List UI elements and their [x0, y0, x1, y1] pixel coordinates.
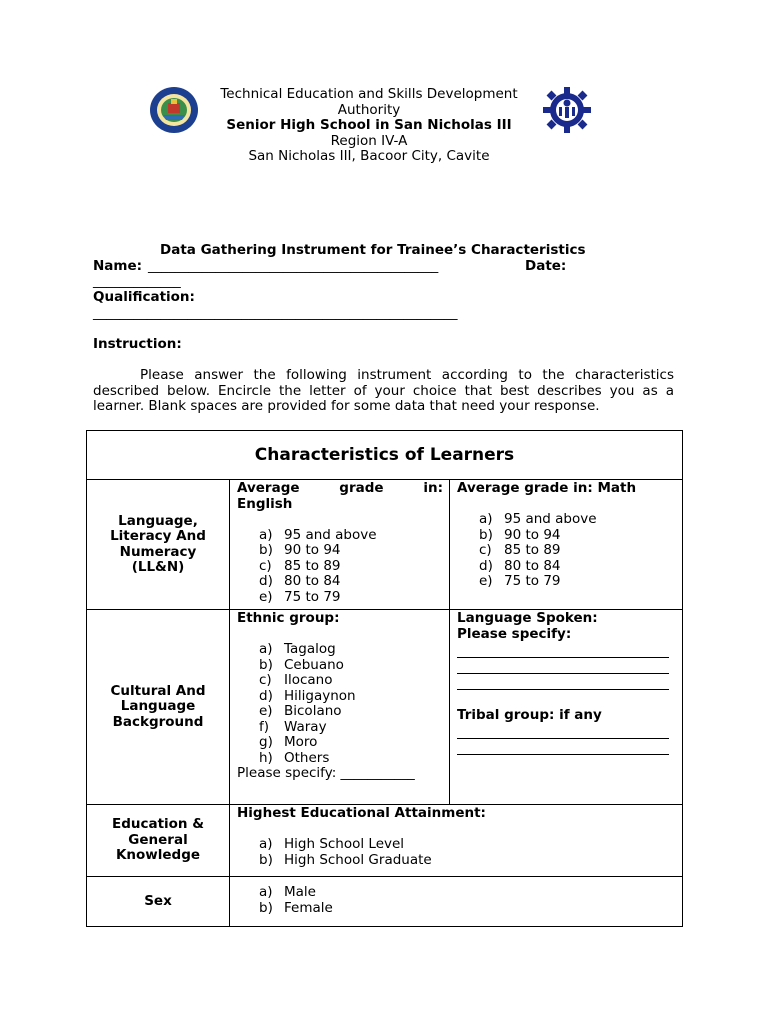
seal-logo-icon: [149, 86, 199, 134]
math-option-b[interactable]: b) 90 to 94: [479, 526, 561, 543]
lln-label: [87, 480, 230, 610]
math-option-a[interactable]: a) 95 and above: [479, 511, 597, 527]
instruction-text-line2: described below. Encircle the letter of your choice that best describes you as a: [93, 382, 674, 399]
language-blank-1[interactable]: [457, 643, 669, 658]
english-heading-word: in:: [423, 480, 443, 496]
instruction-label: Instruction:: [93, 336, 182, 352]
language-heading: Language Spoken:: [457, 610, 598, 626]
education-option-b[interactable]: b) High School Graduate: [259, 851, 432, 868]
math-option-d[interactable]: d) 80 to 84: [479, 557, 561, 574]
ethnic-option-d[interactable]: d) Hiligaynon: [259, 687, 356, 704]
region: Region IV-A: [330, 132, 408, 149]
name-field[interactable]: ___________________________________________: [148, 258, 439, 274]
table-row-cultural: [87, 610, 683, 805]
cultural-label: [87, 610, 230, 805]
ethnic-option-h[interactable]: h) Others: [259, 749, 330, 766]
sex-cell: [230, 877, 683, 927]
tesda-gear-logo-icon: [542, 86, 592, 134]
language-blank-2[interactable]: [457, 659, 669, 674]
sex-option-b[interactable]: b) Female: [259, 899, 333, 916]
education-heading: Highest Educational Attainment:: [237, 805, 486, 821]
math-grade-cell: [450, 480, 683, 610]
date-field[interactable]: _____________: [93, 273, 181, 289]
name-label: Name:: [93, 258, 143, 274]
table-row-education: [87, 805, 683, 877]
math-heading: Average grade in: Math: [457, 480, 637, 496]
english-option-d[interactable]: d) 80 to 84: [259, 573, 341, 589]
english-grade-cell: [230, 480, 450, 610]
education-label-text: Education & General Knowledge: [111, 816, 205, 864]
english-option-b[interactable]: b) 90 to 94: [259, 542, 341, 558]
instruction-text-line3: learner. Blank spaces are provided for some data that need your response.: [93, 398, 600, 414]
instruction-text-line1: Please answer the following instrument according to the characteristics: [140, 367, 674, 383]
math-option-e[interactable]: e) 75 to 79: [479, 573, 561, 589]
ethnic-option-e[interactable]: e) Bicolano: [259, 703, 342, 719]
ethnic-option-g[interactable]: g) Moro: [259, 734, 318, 750]
table-title: Characteristics of Learners: [87, 431, 683, 480]
characteristics-table: [86, 430, 683, 927]
ethnic-option-a[interactable]: a) Tagalog: [259, 641, 336, 657]
tribal-heading: Tribal group: if any: [457, 706, 602, 723]
ethnic-specify-field[interactable]: Please specify: ___________: [237, 765, 415, 781]
form-title: Data Gathering Instrument for Trainee’s Characteristics: [160, 242, 586, 258]
sex-label: Sex: [87, 877, 230, 927]
english-heading-word: grade: [339, 480, 384, 496]
tribal-blank-2[interactable]: [457, 740, 669, 755]
language-specify-label: Please specify:: [457, 625, 572, 642]
ethnic-group-cell: [230, 610, 450, 805]
ethnic-option-b[interactable]: b) Cebuano: [259, 656, 344, 673]
sex-option-a[interactable]: a) Male: [259, 884, 316, 900]
qualification-label: Qualification:: [93, 289, 195, 305]
table-row-lln: [87, 480, 683, 610]
ethnic-heading: Ethnic group:: [237, 610, 340, 626]
education-cell: [230, 805, 683, 877]
lln-label-text: Language, Literacy And Numeracy (LL&N): [110, 512, 206, 575]
school-name: Senior High School in San Nicholas III: [226, 117, 512, 133]
english-option-c[interactable]: c) 85 to 89: [259, 557, 341, 574]
education-label: [87, 805, 230, 877]
english-heading-subject: English: [237, 495, 293, 512]
tribal-blank-1[interactable]: [457, 724, 669, 739]
table-row-sex: [87, 877, 683, 927]
agency-name-line1: Technical Education and Skills Development: [220, 86, 518, 102]
language-blank-3[interactable]: [457, 675, 669, 690]
date-label: Date:: [525, 258, 567, 274]
language-spoken-cell: [450, 610, 683, 805]
math-option-c[interactable]: c) 85 to 89: [479, 542, 561, 558]
address: San Nicholas III, Bacoor City, Cavite: [248, 148, 490, 164]
english-heading-word: Average: [237, 480, 300, 496]
qualification-field[interactable]: ______________________________________________________: [93, 305, 458, 321]
english-option-e[interactable]: e) 75 to 79: [259, 588, 341, 605]
education-option-a[interactable]: a) High School Level: [259, 836, 405, 852]
ethnic-option-c[interactable]: c) Ilocano: [259, 672, 333, 688]
cultural-label-text: Cultural And Language Background: [110, 682, 206, 730]
english-option-a[interactable]: a) 95 and above: [259, 526, 377, 543]
agency-name-line2: Authority: [337, 101, 401, 118]
ethnic-option-f[interactable]: f) Waray: [259, 718, 327, 735]
